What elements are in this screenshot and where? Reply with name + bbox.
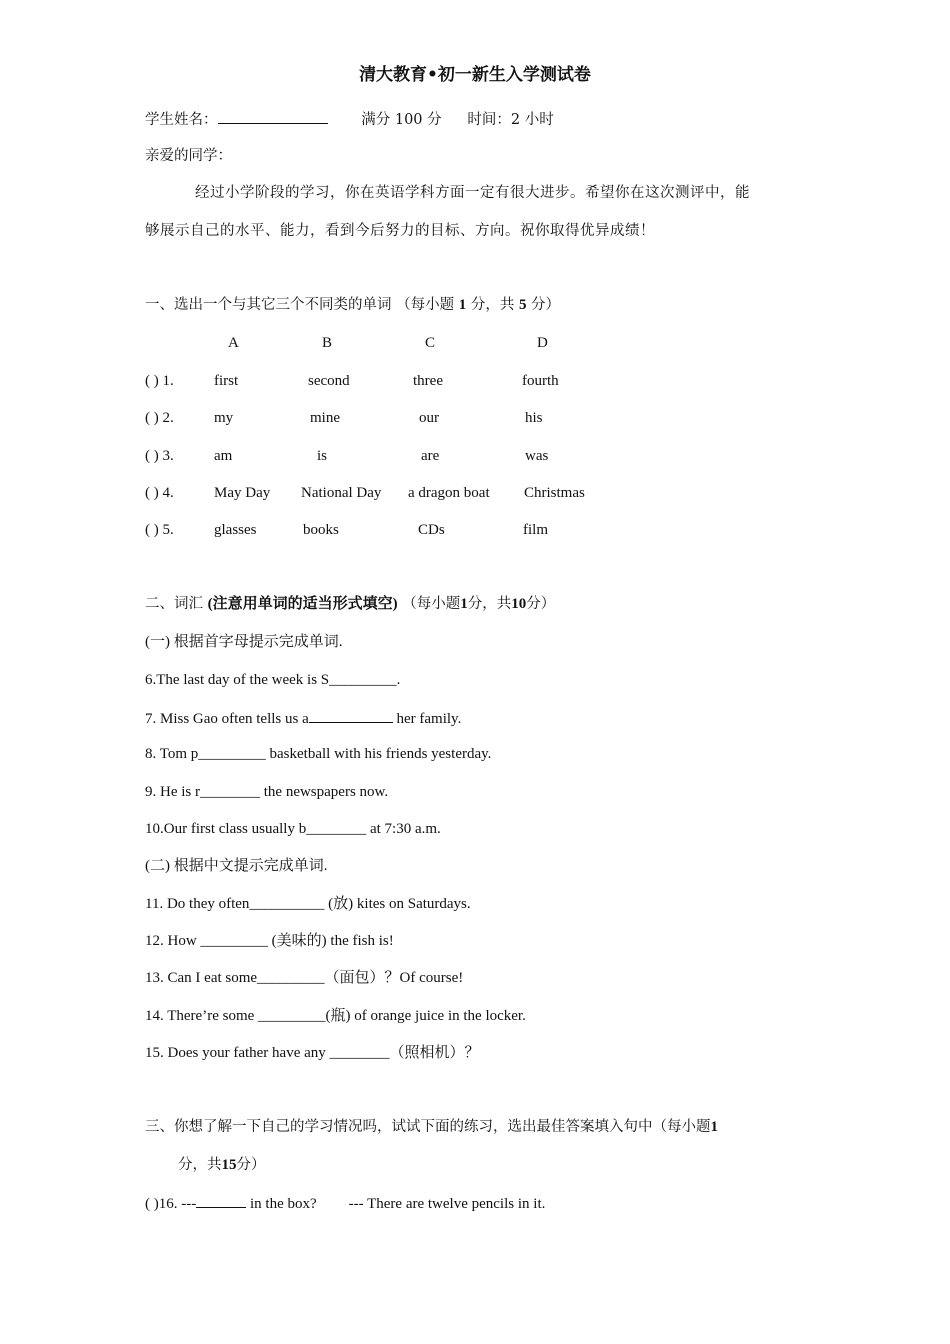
question-12: 12. How _________ (美味的) the fish is! — [145, 933, 394, 949]
question-11: 11. Do they often__________ (放) kites on Saturdays. — [145, 896, 471, 912]
question-row — [0, 408, 950, 428]
options-header — [0, 333, 950, 353]
question-number[interactable]: ( ) 3. — [145, 448, 174, 464]
section2-heading — [145, 594, 555, 614]
student-name-label: 学生姓名： — [145, 112, 218, 128]
question-15: 15. Does your father have any ________（照相机）？ — [145, 1045, 480, 1061]
section1-heading-text: 一、选出一个与其它三个不同类的单词 （每小题 — [145, 297, 459, 313]
question-16 — [145, 1192, 545, 1214]
section2-part2-heading: (二) 根据中文提示完成单词. — [145, 858, 328, 874]
section1-points: 1 — [458, 297, 467, 313]
question-row — [0, 483, 950, 503]
question-number[interactable]: ( ) 2. — [145, 410, 174, 426]
question-row — [0, 520, 950, 540]
question-7-text2: her family. — [392, 711, 462, 727]
option-a-label: A — [228, 335, 239, 351]
question-row — [0, 446, 950, 466]
section3-points: 1 — [710, 1119, 718, 1135]
question-7 — [145, 707, 461, 729]
question-number[interactable]: ( ) 5. — [145, 522, 174, 538]
option-b-label: B — [322, 335, 333, 351]
question-number[interactable]: ( ) 1. — [145, 373, 174, 389]
student-name-blank[interactable] — [218, 108, 328, 124]
section2-total: 10 — [511, 596, 527, 612]
question-16-number[interactable]: ( )16. --- — [145, 1196, 197, 1212]
choice-d: was — [525, 448, 549, 464]
question-number[interactable]: ( ) 4. — [145, 485, 174, 501]
full-score: 满分 100 分 — [361, 112, 442, 128]
choice-d: fourth — [522, 373, 559, 389]
question-8: 8. Tom p_________ basketball with his friends yesterday. — [145, 746, 492, 762]
choice-b: second — [308, 373, 350, 389]
greeting: 亲爱的同学： — [145, 148, 232, 164]
intro-para-line2: 够展示自己的水平、能力，看到今后努力的目标、方向。祝你取得优异成绩！ — [145, 223, 655, 239]
question-row — [0, 371, 950, 391]
section1-total: 5 — [518, 297, 527, 313]
question-13: 13. Can I eat some_________（面包）？Of course! — [145, 970, 464, 986]
section2-points: 1 — [460, 596, 468, 612]
question-10: 10.Our first class usually b________ at 7:30 a.m. — [145, 821, 441, 837]
question-16-reply: --- There are twelve pencils in it. — [348, 1196, 546, 1212]
question-16-text: in the box? — [246, 1196, 317, 1212]
choice-c: our — [419, 410, 439, 426]
info-line — [145, 108, 554, 130]
intro-para-line1: 经过小学阶段的学习，你在英语学科方面一定有很大进步。希望你在这次测评中，能 — [195, 185, 750, 201]
section3-heading — [145, 1117, 718, 1137]
choice-a: my — [214, 410, 234, 426]
option-c-label: C — [425, 335, 436, 351]
exam-time: 时间：2 小时 — [467, 112, 554, 128]
choice-d: his — [525, 410, 543, 426]
choice-a: am — [214, 448, 233, 464]
question-9: 9. He is r________ the newspapers now. — [145, 784, 389, 800]
choice-d: Christmas — [524, 485, 585, 501]
answer-blank[interactable] — [196, 1192, 246, 1208]
section3-heading-text: 三、你想了解一下自己的学习情况吗，试试下面的练习，选出最佳答案填入句中（每小题 — [145, 1119, 711, 1135]
question-7-text: 7. Miss Gao often tells us a — [145, 711, 309, 727]
section2-instruction: (注意用单词的适当形式填空) — [207, 596, 398, 612]
section3-heading-line2 — [178, 1155, 266, 1175]
choice-b: National Day — [301, 485, 382, 501]
choice-b: mine — [310, 410, 340, 426]
choice-a: first — [214, 373, 239, 389]
section2-heading-text3: 分，共 — [467, 596, 512, 612]
choice-c: CDs — [418, 522, 445, 538]
section1-heading-text3: 分） — [526, 297, 561, 313]
question-6: 6.The last day of the week is S_________. — [145, 672, 401, 688]
choice-a: glasses — [214, 522, 257, 538]
section2-heading-text2: （每小题 — [397, 596, 461, 612]
choice-c: three — [413, 373, 443, 389]
choice-b: books — [303, 522, 339, 538]
choice-c: a dragon boat — [408, 485, 490, 501]
section3-heading-text3: 分） — [236, 1157, 266, 1173]
question-14: 14. There’re some _________(瓶) of orange juice in the locker. — [145, 1008, 526, 1024]
section3-heading-text2: 分，共 — [178, 1157, 222, 1173]
section1-heading-text2: 分，共 — [466, 297, 519, 313]
section2-heading-text: 二、词汇 — [145, 596, 208, 612]
answer-blank[interactable] — [309, 707, 393, 723]
page-title: 清大教育•初一新生入学测试卷 — [359, 65, 591, 85]
choice-a: May Day — [214, 485, 271, 501]
choice-d: film — [523, 522, 548, 538]
option-d-label: D — [537, 335, 548, 351]
section3-total: 15 — [221, 1157, 237, 1173]
section2-part1-heading: (一) 根据首字母提示完成单词. — [145, 634, 343, 650]
section2-heading-text4: 分） — [526, 596, 556, 612]
choice-c: are — [421, 448, 440, 464]
choice-b: is — [317, 448, 328, 464]
section1-heading — [145, 295, 560, 315]
